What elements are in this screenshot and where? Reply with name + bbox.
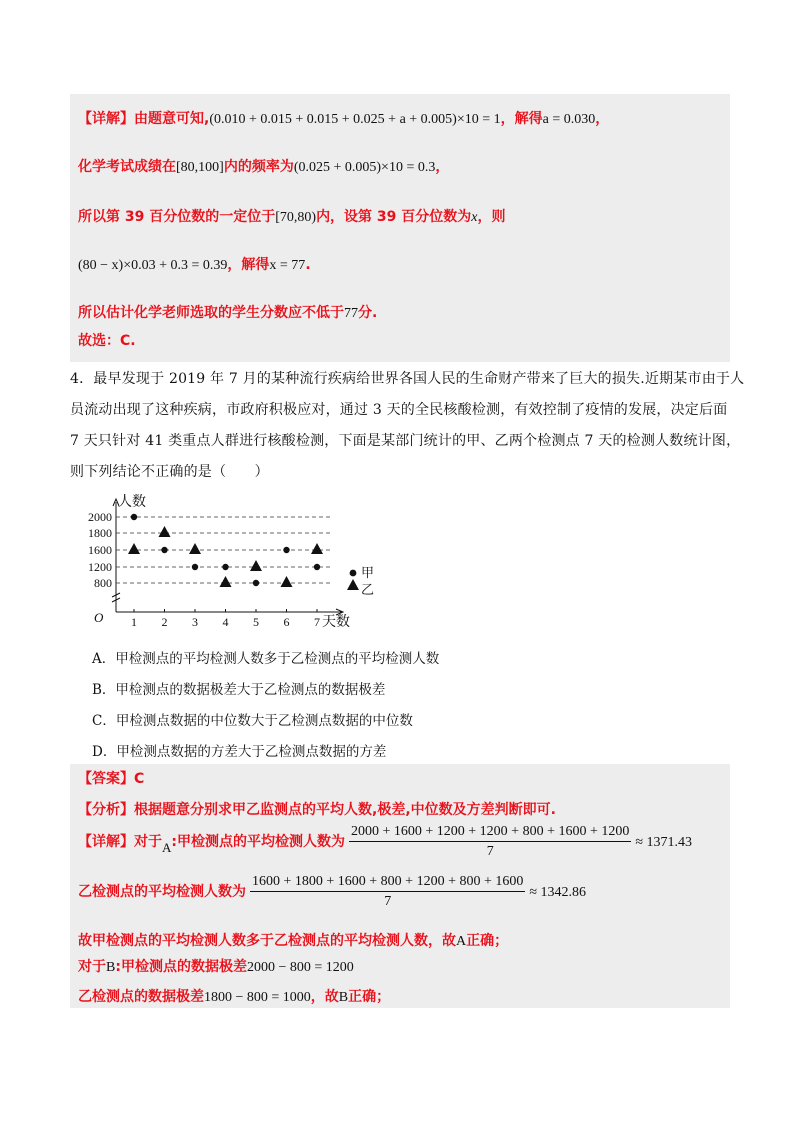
solution-line-5 bbox=[78, 302, 377, 322]
text: 乙检测点的数据极差 bbox=[78, 989, 204, 1005]
data-point-yi bbox=[159, 526, 171, 537]
equation: (0.025 + 0.005)×10 = 0.3 bbox=[293, 160, 436, 175]
data-point-jia bbox=[253, 580, 259, 586]
denominator: 7 bbox=[384, 894, 392, 909]
option-ref: A bbox=[456, 934, 467, 949]
question-line-2: 员流动出现了这种疾病，市政府积极应对，通过 3 天的全民核酸检测，有效控制了疫情的发展，决定后面 bbox=[70, 402, 728, 418]
option-ref: B bbox=[106, 960, 116, 975]
fraction bbox=[349, 824, 631, 860]
y-tick-label: 800 bbox=[94, 576, 112, 590]
data-point-yi bbox=[250, 560, 262, 571]
x-tick-label: 4 bbox=[222, 615, 229, 629]
legend-marker-yi bbox=[347, 579, 359, 590]
y-tick-label: 1800 bbox=[88, 526, 112, 540]
text: ， bbox=[435, 159, 450, 175]
detail-line-2 bbox=[78, 874, 586, 910]
text: :甲检测点的数据极差 bbox=[115, 959, 247, 975]
text: 分. bbox=[358, 305, 378, 321]
option-ref: B bbox=[338, 990, 349, 1005]
x-tick-label: 6 bbox=[283, 615, 290, 629]
analysis-line: 【分析】根据题意分别求甲乙监测点的平均人数,极差,中位数及方差判断即可. bbox=[78, 802, 556, 818]
text: 对于 bbox=[78, 959, 106, 975]
data-point-jia bbox=[283, 547, 289, 553]
text: 内，设第 39 百分位数为 bbox=[316, 209, 472, 225]
y-tick-label: 1600 bbox=[88, 543, 112, 557]
variable: x bbox=[471, 210, 478, 225]
interval: [80,100] bbox=[176, 160, 224, 175]
text: 故甲检测点的平均检测人数多于乙检测点的平均检测人数，故 bbox=[78, 933, 456, 949]
text: ，解得 bbox=[500, 111, 543, 127]
data-point-yi bbox=[189, 543, 201, 554]
denominator: 7 bbox=[486, 844, 494, 859]
origin-label: O bbox=[94, 610, 104, 625]
scatter-chart bbox=[70, 494, 390, 634]
text: 所以第 39 百分位数的一定位于 bbox=[78, 209, 276, 225]
equation: 2000 − 800 = 1200 bbox=[246, 960, 354, 975]
fraction bbox=[250, 874, 525, 910]
question-line-4: 则下列结论不正确的是（ ） bbox=[70, 464, 269, 480]
choice-line: 故选：C. bbox=[78, 333, 136, 349]
solution-block-previous-end bbox=[70, 333, 730, 362]
result: ≈ 1371.43 bbox=[635, 835, 693, 850]
y-tick-label: 1200 bbox=[88, 560, 112, 574]
x-tick-label: 7 bbox=[314, 615, 320, 629]
data-point-yi bbox=[220, 576, 232, 587]
y-axis-title: 人数 bbox=[118, 495, 146, 510]
text: ，则 bbox=[477, 209, 506, 225]
answer-line: 【答案】C bbox=[78, 771, 145, 787]
text: 正确； bbox=[348, 989, 391, 1005]
detail-line-1 bbox=[78, 824, 692, 860]
data-point-yi bbox=[311, 543, 323, 554]
equation: (0.010 + 0.015 + 0.015 + 0.025 + a + 0.005)×10 = 1 bbox=[209, 112, 501, 127]
data-point-yi bbox=[128, 543, 140, 554]
x-tick-label: 2 bbox=[161, 615, 168, 629]
text: 【详解】对于 bbox=[78, 834, 162, 850]
x-tick-label: 5 bbox=[253, 615, 259, 629]
solution-block-previous bbox=[70, 94, 730, 342]
legend-marker-jia bbox=[350, 570, 357, 577]
result: ≈ 1342.86 bbox=[529, 885, 587, 900]
interval: [70,80) bbox=[275, 210, 317, 225]
data-point-jia bbox=[161, 547, 167, 553]
x-tick-label: 1 bbox=[131, 615, 137, 629]
equation: 1800 − 800 = 1000 bbox=[204, 990, 311, 1005]
numerator: 2000 + 1600 + 1200 + 1200 + 800 + 1600 + 1200 bbox=[349, 824, 631, 842]
x-tick-label: 3 bbox=[192, 615, 198, 629]
number: 77 bbox=[344, 306, 358, 321]
detail-line-5 bbox=[78, 986, 390, 1006]
text: ，解得 bbox=[227, 257, 270, 273]
option-ref: A bbox=[162, 840, 172, 855]
option-c[interactable]: C．甲检测点数据的中位数大于乙检测点数据的中位数 bbox=[92, 713, 413, 729]
option-d[interactable]: D．甲检测点数据的方差大于乙检测点数据的方差 bbox=[92, 744, 387, 760]
solution-line-2 bbox=[78, 156, 449, 176]
text: 正确； bbox=[466, 933, 509, 949]
numerator: 1600 + 1800 + 1600 + 800 + 1200 + 800 + 1600 bbox=[250, 874, 525, 892]
legend-label-jia: 甲 bbox=[361, 565, 375, 580]
solution-line-3 bbox=[78, 206, 506, 226]
option-a[interactable]: A．甲检测点的平均检测人数多于乙检测点的平均检测人数 bbox=[92, 651, 440, 667]
data-point-jia bbox=[192, 564, 198, 570]
detail-label: 【详解】由题意可知, bbox=[78, 111, 210, 127]
solution-block-current bbox=[70, 764, 730, 1008]
data-point-jia bbox=[314, 564, 320, 570]
legend-label-yi: 乙 bbox=[361, 582, 375, 597]
solution-line-1 bbox=[78, 108, 609, 128]
text: 乙检测点的平均检测人数为 bbox=[78, 884, 246, 900]
text: :甲检测点的平均检测人数为 bbox=[171, 834, 345, 850]
text: ，故 bbox=[310, 989, 339, 1005]
question-line-1: 4．最早发现于 2019 年 7 月的某种流行疾病给世界各国人民的生命财产带来了巨大的损失.近期某市由于人 bbox=[70, 371, 745, 387]
question-line-3: 7 天只针对 41 类重点人群进行核酸检测，下面是某部门统计的甲、乙两个检测点 7 天的检测人数统计图， bbox=[70, 433, 741, 449]
solution-line-4 bbox=[78, 254, 311, 274]
x-axis-title: 天数 bbox=[322, 615, 350, 630]
text: 所以估计化学老师选取的学生分数应不低于 bbox=[78, 305, 344, 321]
data-point-jia bbox=[131, 514, 137, 520]
equation: (80 − x)×0.03 + 0.3 = 0.39 bbox=[78, 258, 228, 273]
y-tick-label: 2000 bbox=[88, 510, 112, 524]
detail-line-3 bbox=[78, 930, 508, 950]
data-point-yi bbox=[281, 576, 293, 587]
text: ， bbox=[595, 111, 610, 127]
text: 化学考试成绩在 bbox=[78, 159, 176, 175]
text: . bbox=[305, 257, 311, 273]
result: x = 77 bbox=[269, 258, 306, 273]
detail-line-4 bbox=[78, 956, 354, 976]
data-point-jia bbox=[222, 564, 228, 570]
text: 内的频率为 bbox=[223, 159, 294, 175]
result: a = 0.030 bbox=[542, 112, 596, 127]
option-b[interactable]: B．甲检测点的数据极差大于乙检测点的数据极差 bbox=[92, 682, 386, 698]
